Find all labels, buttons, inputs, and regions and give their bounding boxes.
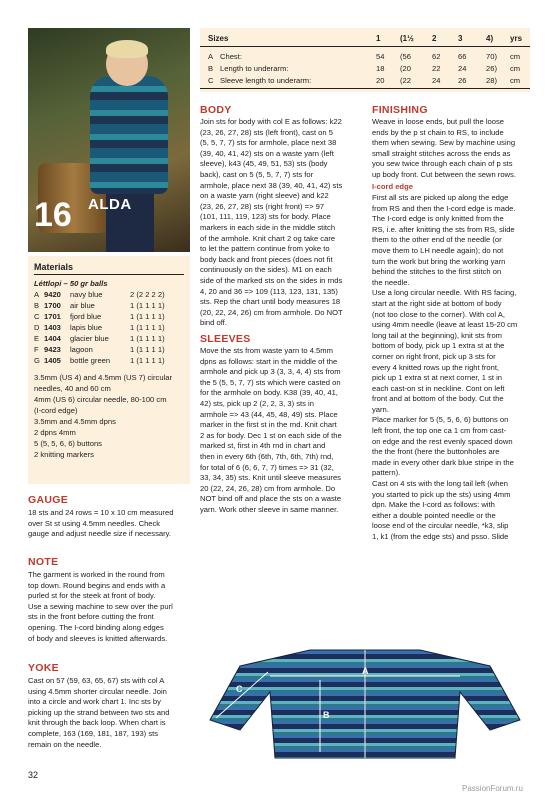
body-line: on a waste yarn (right sleeve) and k22 (200, 191, 329, 201)
icord-line: RS, i.e. after knitting the sts from RS, slide (372, 224, 515, 234)
sleeves-line: for total of 6 (6, 6, 7, 7) times => 31 (32, (200, 462, 334, 472)
body-line: continuously on the sides). M1 on each (200, 265, 332, 275)
icord-line: you started to pick up the sts) using 4mm (372, 489, 511, 499)
size-value: 26) (486, 64, 497, 73)
sleeves-line: the 5 (5, 5, 7, 7) sts which were casted on (200, 377, 341, 387)
size-value: cm (510, 76, 521, 85)
icord-line: each cast-on st in neckline. Cont on left (372, 383, 505, 393)
body-line: (23, 26, 27, 28) sts (right front) => 97 (200, 201, 325, 211)
icord-title: I-cord edge (372, 182, 413, 191)
yarn-row (34, 345, 188, 356)
note-line: top down. Round begins and ends with a (28, 580, 166, 590)
note-line: Use a sewing machine to sew over the purl (28, 601, 173, 611)
size-col-header: 3 (458, 34, 463, 43)
body-line: back), cast on 5 (5, 5, 7, 7) sts for (200, 169, 314, 179)
size-value: 24 (432, 76, 441, 85)
sleeves-line: then in every 6th (6th, 7th, 6th, 7th) rnd, (200, 451, 334, 461)
label-a: A (362, 666, 369, 676)
size-value: cm (510, 52, 521, 61)
yarn-code: 1405 (44, 356, 61, 365)
finishing-line: up body front. Cut between the sewn rows. (372, 169, 516, 179)
size-value: cm (510, 64, 521, 73)
icord-line: on edge and the rest evenly spaced down (372, 436, 513, 446)
icord-line: dpn. Make the I-cord as follows: with (372, 500, 495, 510)
yoke-line: complete, 163 (169, 181, 187, 193) sts (28, 728, 159, 738)
note-title: NOTE (28, 556, 59, 568)
icord-line: the needle. (372, 277, 410, 287)
yarn-letter: C (34, 312, 40, 321)
icord-line: turn the work but bring the working yarn (372, 256, 506, 266)
gauge-line: over St st using 4.5mm needles. Check (28, 518, 161, 528)
yarn-name: lagoon (70, 345, 93, 354)
icord-line: pattern). (372, 468, 401, 478)
icord-line: either a double pointed needle or the (372, 510, 496, 520)
size-value: (56 (400, 52, 411, 61)
yarn-row (34, 334, 188, 345)
yarn-row (34, 356, 188, 367)
body-line: bind off. (200, 318, 227, 328)
finishing-line: Weave in loose ends, but pull the loose (372, 117, 504, 126)
body-line: (101, 111, 119, 123) sts for body. Place (200, 212, 331, 222)
size-value: (22 (400, 76, 411, 85)
size-col-header: yrs (510, 34, 523, 43)
finishing-title: FINISHING (372, 104, 428, 116)
icord-line: Place marker for 5 (5, 5, 6, 6) buttons on (372, 415, 509, 425)
yarn-name: lapis blue (70, 323, 103, 332)
icord-line: made in every other dark blue stripe in the (372, 457, 514, 467)
sleeves-line: armhole => 43 (44, 45, 48, 49) sts. Place (200, 409, 338, 419)
size-value: 24 (458, 64, 467, 73)
size-row-label: Sleeve length to underarm: (220, 76, 312, 85)
yoke-line: using 4.5mm shorter circular needle. Join (28, 686, 167, 696)
size-col-header: 4) (486, 34, 494, 43)
yarn-name: fjord blue (70, 312, 102, 321)
size-value: 54 (376, 52, 385, 61)
yarn-qty: 1 (1 1 1 1) (130, 334, 165, 343)
sizes-label: Sizes (208, 34, 229, 43)
icord-line: front and at bottom of the body. Cut the (372, 394, 504, 404)
size-value: 22 (432, 64, 441, 73)
materials-subtitle: Léttlopi – 50 gr balls (34, 279, 108, 288)
icord-line: (not too close to the corner). With col A, (372, 309, 505, 319)
icord-line: loose end of the circular needle, *k3, slip (372, 521, 509, 531)
pattern-number: 16 (34, 196, 72, 234)
material-item: (I-cord edge) (34, 406, 78, 415)
size-col-header: 2 (432, 34, 437, 43)
table-bottom-rule (200, 88, 530, 89)
sizes-table (200, 28, 530, 92)
materials-title: Materials (34, 262, 74, 272)
yarn-row (34, 323, 188, 334)
size-row-key: C (208, 76, 214, 85)
size-value: 62 (432, 52, 441, 61)
icord-line: Use a long circular needle. With RS facing, (372, 288, 517, 298)
icord-line: them to the other end of the needle (or (372, 235, 502, 245)
label-b: B (323, 710, 330, 720)
body-line: 4, 20 and 36 => 109 (113, 123, 131, 135) (200, 286, 338, 296)
material-item: 2 dpns 4mm (34, 428, 76, 437)
yarn-letter: G (34, 356, 40, 365)
material-item: 5 (5, 5, 6, 6) buttons (34, 439, 102, 448)
yarn-qty: 1 (1 1 1 1) (130, 356, 165, 365)
size-value: 28) (486, 76, 497, 85)
watermark: PassionForum.ru (462, 784, 523, 793)
note-line: The garment is worked in the round from (28, 570, 165, 579)
yarn-name: navy blue (70, 290, 103, 299)
body-line: sts. Rep the chart until body measures 18 (200, 297, 341, 307)
yarn-letter: A (34, 290, 40, 299)
sleeves-line: 2 as for body. Dec 1 st on each side of the (200, 430, 342, 440)
yarn-qty: 1 (1 1 1 1) (130, 301, 165, 310)
yarn-name: glacier blue (70, 334, 109, 343)
size-value: (20 (400, 64, 411, 73)
sleeves-line: yarn. Work other sleeve in same manner. (200, 504, 339, 514)
sleeves-line: marked st, first in 4th rnd in chart and (200, 441, 326, 451)
body-line: armhole, place next 38 (39, 40, 41, 42) sts (200, 180, 343, 190)
yarn-code: 1701 (44, 312, 61, 321)
sleeves-line: NOT bind off and place the sts on a waste (200, 494, 342, 504)
body-line: (20, 22, 24, 26) cm from armhole. Do NOT (200, 307, 343, 317)
icord-line: from RS and then the I-cord edge is made. (372, 203, 516, 213)
pattern-name: ALDA (88, 196, 132, 213)
gauge-line: 18 sts and 24 rows = 10 x 10 cm measured (28, 508, 174, 517)
icord-line: every 4 knitted rows up the right front, (372, 362, 500, 372)
body-line: (5, 5, 7, 7) sts for armhole, place next 38 (200, 138, 337, 148)
note-line: of body and sleeves is knitted afterwards. (28, 633, 168, 643)
note-line: sts in the front before cutting the front (28, 612, 154, 622)
yarn-code: 9423 (44, 345, 61, 354)
child-hair (106, 40, 148, 58)
icord-line: First all sts are picked up along the edge (372, 193, 509, 202)
size-row-label: Length to underarm: (220, 64, 289, 73)
size-value: 70) (486, 52, 497, 61)
yarn-letter: B (34, 301, 40, 310)
icord-line: left front, the top one ca 1 cm from cast- (372, 426, 507, 436)
size-value: 18 (376, 64, 385, 73)
note-line: purled st for the steek at front of body. (28, 591, 156, 601)
body-title: BODY (200, 104, 232, 116)
sleeves-line: armhole and pick up 3 (3, 3, 4, 4) sts from (200, 367, 341, 377)
material-item: needles, 40 and 60 cm (34, 384, 111, 393)
label-c: C (236, 684, 243, 694)
sleeves-line: 42) sts, pick up 2 (2, 2, 3, 3) sts in (200, 398, 314, 408)
child-sweater (90, 76, 168, 194)
yarn-code: 1404 (44, 334, 61, 343)
body-line: (39, 40, 41, 42) sts on a waste yarn (left (200, 148, 334, 158)
icord-line: corner on right front, pick up 3 sts for (372, 351, 496, 361)
yarn-letter: E (34, 334, 40, 343)
sleeves-line: Move the sts from waste yarn to 4.5mm (200, 346, 333, 355)
size-col-header: 1 (376, 34, 381, 43)
yarn-code: 1700 (44, 301, 61, 310)
yoke-line: picking up the strand between two sts and (28, 707, 170, 717)
icord-line: start at the right side at bottom of body (372, 298, 502, 308)
size-value: 66 (458, 52, 467, 61)
yarn-row (34, 290, 188, 301)
yarn-name: air blue (70, 301, 95, 310)
page-number: 32 (28, 770, 39, 780)
yarn-row (34, 312, 188, 323)
yarn-row (34, 301, 188, 312)
gauge-line: gauge and adjust needle size if necessary. (28, 529, 171, 539)
icord-line: Cast on 4 sts with the long tail left (when (372, 479, 508, 489)
size-value: 20 (376, 76, 385, 85)
sleeves-line: marker in the first st in the rnd. Knit chart (200, 420, 337, 430)
finishing-line: small straight stitches across the ends as (372, 148, 511, 158)
icord-line: 1, k1 (from the edge sts) and psso. Slide (372, 532, 509, 541)
yarn-code: 1403 (44, 323, 61, 332)
yoke-line: knit through the back loop. When chart is (28, 718, 166, 728)
icord-line: The I-cord edge is only knitted from the (372, 214, 504, 224)
body-line: of the armhole. Knit chart 2 og take care (200, 233, 336, 243)
gauge-title: GAUGE (28, 494, 69, 506)
body-line: sleeve), k43 (45, 49, 51, 53) sts (body (200, 159, 328, 169)
sleeves-title: SLEEVES (200, 333, 251, 345)
material-item: 3.5mm and 4.5mm dpns (34, 417, 116, 426)
icord-line: long tail at the beginning), knit sts from (372, 330, 503, 340)
yarn-qty: 2 (2 2 2 2) (130, 290, 165, 299)
sleeves-line: 20 (22, 24, 26, 28) cm from armhole. Do (200, 483, 336, 493)
yoke-title: YOKE (28, 662, 59, 674)
divider (34, 274, 184, 275)
materials-box (28, 256, 190, 484)
size-row-key: A (208, 52, 214, 61)
yarn-letter: F (34, 345, 39, 354)
body-line: to let the pattern continue from yoke to (200, 244, 330, 254)
yarn-qty: 1 (1 1 1 1) (130, 345, 165, 354)
size-row-label: Chest: (220, 52, 242, 61)
finishing-line: ends by the p st chain to RS, to include (372, 127, 504, 137)
sleeves-line: dpns as follows: start in the middle of the (200, 356, 338, 366)
sweater-diagram (200, 640, 530, 760)
note-line: opening. The I-cord binding along edges (28, 622, 164, 632)
yarn-qty: 1 (1 1 1 1) (130, 323, 165, 332)
icord-line: move them to LH needle again); do not (372, 245, 504, 255)
yoke-line: remain on the needle. (28, 739, 102, 749)
yarn-code: 9420 (44, 290, 61, 299)
material-item: 3.5mm (US 4) and 4.5mm (US 7) circular (34, 373, 172, 382)
icord-line: pick up 1 extra st at next corner, 1 st in (372, 373, 503, 383)
size-col-header: (1½ (400, 34, 414, 43)
icord-line: yarn. (372, 404, 389, 414)
size-value: 26 (458, 76, 467, 85)
sleeves-line: for the armhole on body. K38 (39, 40, 41, (200, 388, 338, 398)
body-line: markers in each side in the middle stitch (200, 222, 336, 232)
finishing-line: you sew twice through each chain of p sts (372, 159, 513, 169)
yarn-name: bottle green (70, 356, 111, 365)
icord-line: using 4mm needle (leave at least 15-20 cm (372, 320, 518, 330)
icord-line: bottom of body, pick up 1 extra st at the (372, 341, 505, 351)
yoke-line: Cast on 57 (59, 63, 65, 67) sts with col A (28, 676, 165, 685)
size-row-key: B (208, 64, 214, 73)
icord-line: the the front (here the buttonholes are (372, 447, 500, 457)
yoke-line: into a circle and work chart 1. Inc sts by (28, 697, 161, 707)
body-line: (23, 26, 27, 28) sts (left front), cast on 5 (200, 127, 333, 137)
body-line: side of the marked sts on the sides in rnds (200, 275, 343, 285)
body-line: Join sts for body with col E as follows: k22 (200, 117, 342, 126)
icord-line: behind the stitches to the first stitch on (372, 267, 502, 277)
material-item: 2 knitting markers (34, 450, 94, 459)
material-item: 4mm (US 6) circular needle, 80-100 cm (34, 395, 167, 404)
sleeves-line: 33, 34, 35) sts. Knit until sleeve measures (200, 473, 341, 483)
yarn-qty: 1 (1 1 1 1) (130, 312, 165, 321)
finishing-line: them when sewing. Sew by machine using (372, 138, 516, 148)
yarn-letter: D (34, 323, 40, 332)
body-line: body back and front pieces (does not fit (200, 254, 333, 264)
